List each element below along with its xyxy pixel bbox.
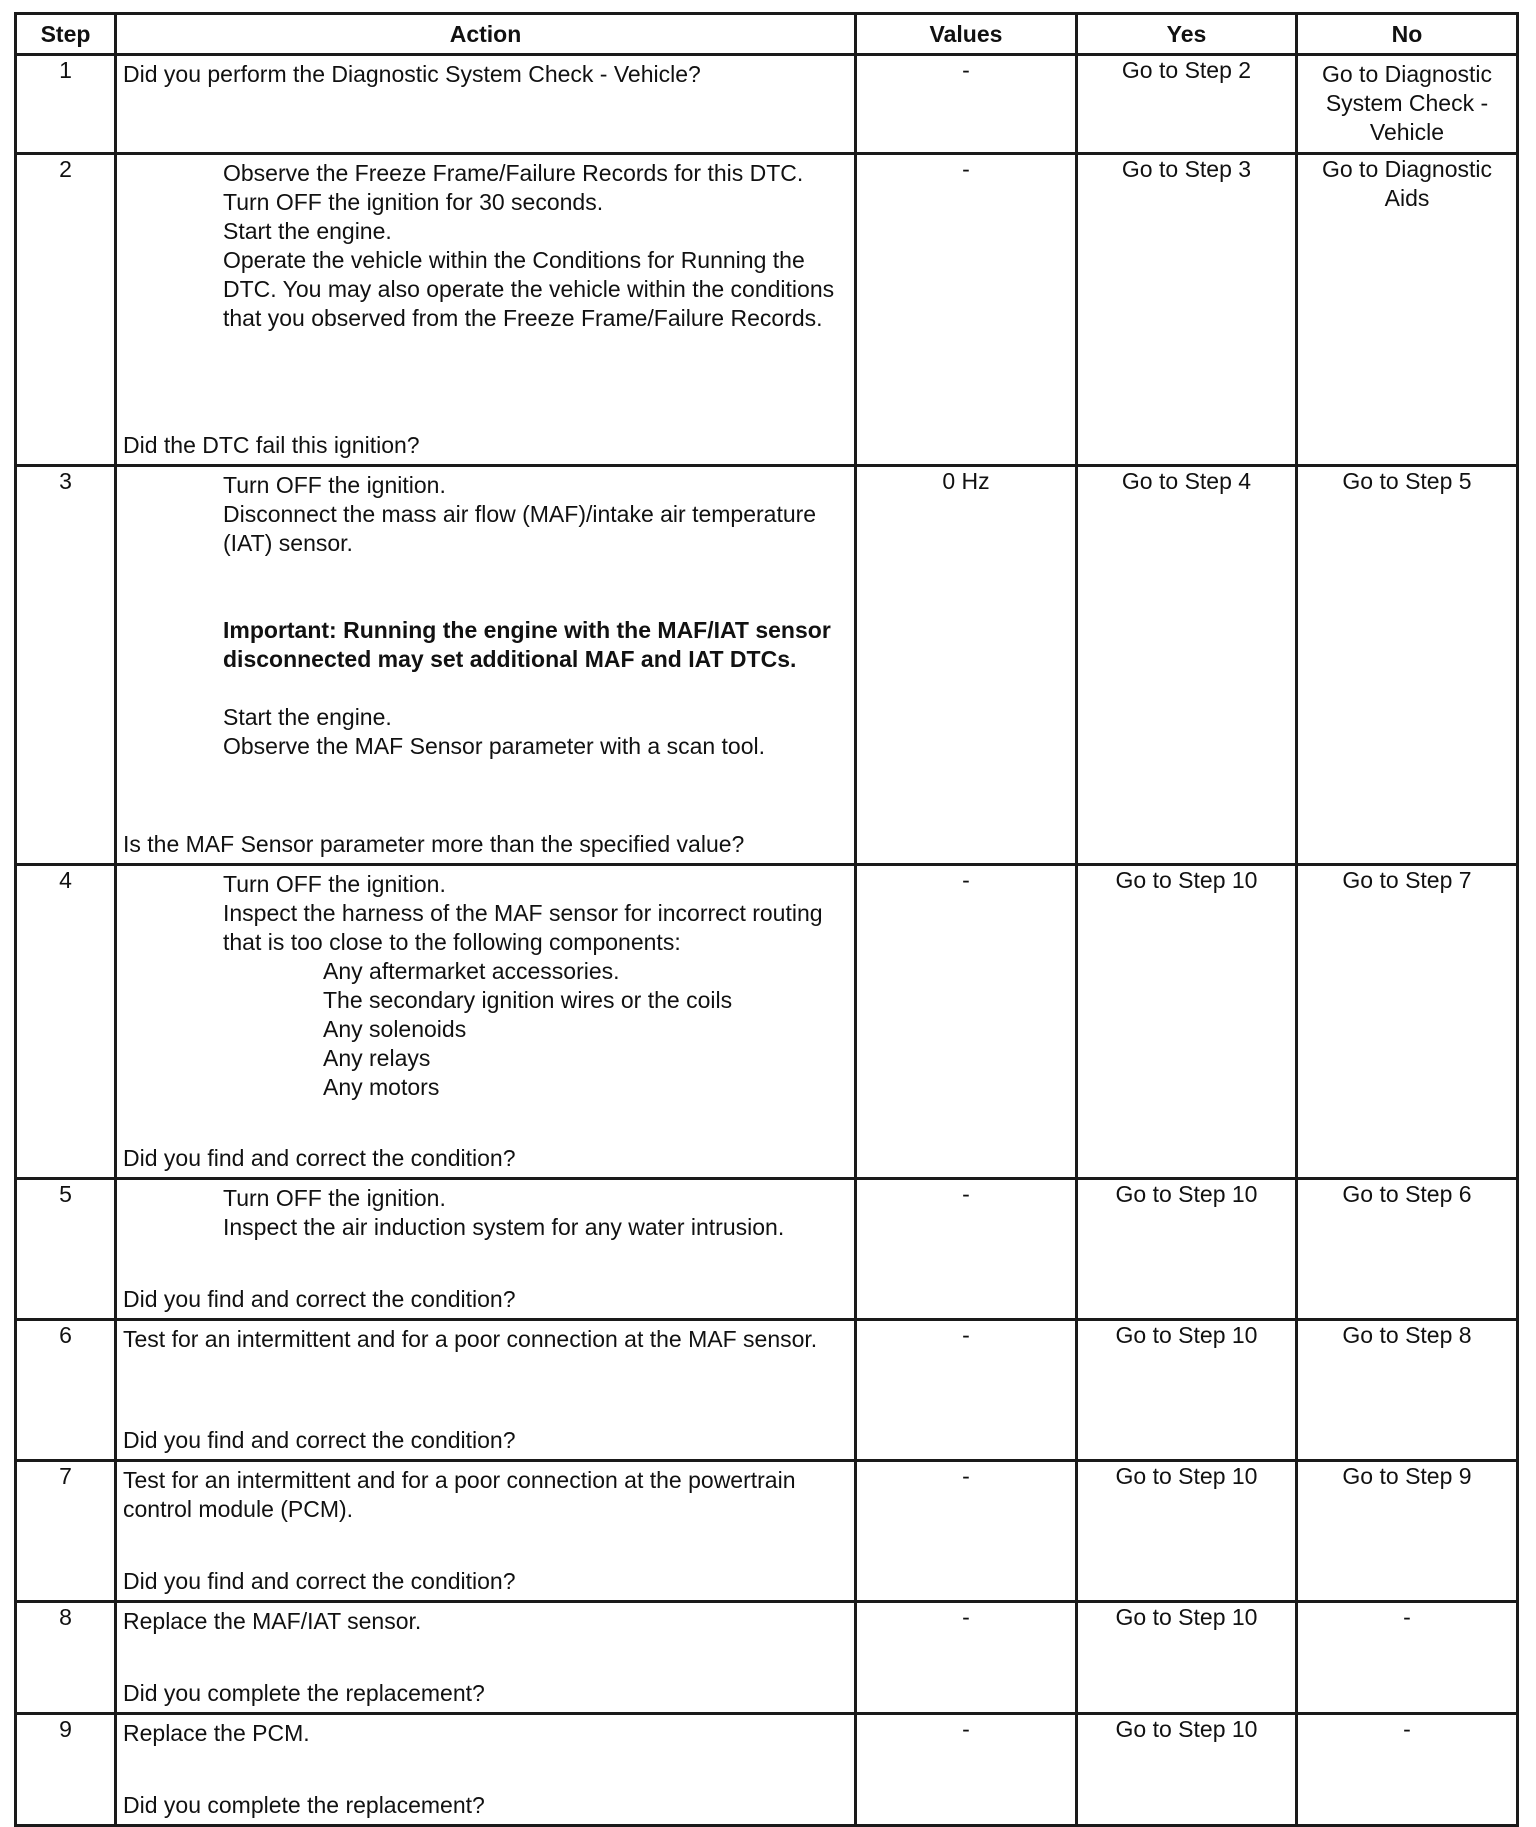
values-cell: -	[856, 1320, 1077, 1461]
yes-cell	[1077, 154, 1297, 466]
no-result: Go to Step 9	[1342, 1463, 1472, 1489]
yes-cell	[1077, 1714, 1297, 1826]
action-line: Start the engine.	[223, 218, 392, 244]
table-row	[16, 1179, 1518, 1320]
action-question: Did the DTC fail this ignition?	[123, 432, 420, 458]
yes-cell	[1077, 1179, 1297, 1320]
yes-cell	[1077, 1602, 1297, 1714]
values-cell: -	[856, 865, 1077, 1179]
action-question: Did you find and correct the condition?	[123, 1427, 516, 1453]
action-cell	[116, 1179, 856, 1320]
values-cell: -	[856, 55, 1077, 154]
action-question: Did you complete the replacement?	[123, 1680, 485, 1706]
yes-cell	[1077, 1320, 1297, 1461]
action-cell	[116, 1602, 856, 1714]
action-question: Did you perform the Diagnostic System Check - Vehicle?	[123, 61, 701, 87]
values-cell: -	[856, 1602, 1077, 1714]
values-cell: -	[856, 1714, 1077, 1826]
step-number: 7	[16, 1461, 116, 1602]
yes-cell	[1077, 1461, 1297, 1602]
action-line: Turn OFF the ignition.	[223, 1185, 446, 1211]
action-question: Did you find and correct the condition?	[123, 1145, 516, 1171]
action-subline: Any solenoids	[323, 1016, 467, 1042]
table-row	[16, 55, 1518, 154]
no-result: Go to Step 7	[1342, 867, 1472, 893]
values-cell: -	[856, 1179, 1077, 1320]
action-line: Inspect the air induction system for any water intrusion.	[223, 1214, 785, 1240]
action-question: Is the MAF Sensor parameter more than the specified value?	[123, 831, 745, 857]
no-result: Go to Diagnostic Aids	[1321, 156, 1493, 211]
yes-cell	[1077, 865, 1297, 1179]
action-subline: Any aftermarket accessories.	[323, 958, 620, 984]
table-row	[16, 1320, 1518, 1461]
step-number: 1	[16, 55, 116, 154]
no-cell	[1297, 1179, 1518, 1320]
action-subline: The secondary ignition wires or the coils	[323, 987, 733, 1013]
table-row	[16, 466, 1518, 865]
header-values: Values	[856, 14, 1077, 55]
step-number: 5	[16, 1179, 116, 1320]
no-result: Go to Diagnostic System Check - Vehicle	[1321, 61, 1493, 145]
header-yes: Yes	[1077, 14, 1297, 55]
action-subline: Any relays	[323, 1045, 431, 1071]
important-note: Important: Running the engine with the MAF/IAT sensor disconnected may set additional MAF and IAT DTCs.	[223, 617, 831, 672]
yes-result: Go to Step 10	[1115, 1181, 1258, 1207]
action-line: Observe the MAF Sensor parameter with a scan tool.	[223, 733, 766, 759]
table-header-row	[16, 14, 1518, 55]
values-cell: -	[856, 1461, 1077, 1602]
action-cell	[116, 154, 856, 466]
action-line: Operate the vehicle within the Conditions for Running the DTC. You may also operate the vehicle within the conditions that you observed from the Freeze Frame/Failure Records.	[223, 247, 835, 331]
action-line: Disconnect the mass air flow (MAF)/intake air temperature (IAT) sensor.	[223, 501, 817, 556]
action-question: Did you complete the replacement?	[123, 1792, 485, 1818]
action-line: Turn OFF the ignition for 30 seconds.	[223, 189, 604, 215]
values-cell: -	[856, 154, 1077, 466]
action-text: Replace the PCM.	[123, 1720, 310, 1746]
action-cell	[116, 1461, 856, 1602]
step-number: 3	[16, 466, 116, 865]
table-row	[16, 865, 1518, 1179]
step-number: 8	[16, 1602, 116, 1714]
action-cell	[116, 55, 856, 154]
yes-result: Go to Step 10	[1115, 1463, 1258, 1489]
action-text: Test for an intermittent and for a poor connection at the MAF sensor.	[123, 1326, 818, 1352]
action-text: Replace the MAF/IAT sensor.	[123, 1608, 422, 1634]
header-no: No	[1297, 14, 1518, 55]
action-line: Observe the Freeze Frame/Failure Records for this DTC.	[223, 160, 804, 186]
table-row	[16, 1602, 1518, 1714]
yes-cell	[1077, 55, 1297, 154]
values-cell: 0 Hz	[856, 466, 1077, 865]
no-cell	[1297, 154, 1518, 466]
action-line: Inspect the harness of the MAF sensor for incorrect routing that is too close to the following components:	[223, 900, 823, 955]
action-cell	[116, 1714, 856, 1826]
no-result: -	[1403, 1716, 1411, 1742]
action-line: Turn OFF the ignition.	[223, 871, 446, 897]
action-question: Did you find and correct the condition?	[123, 1568, 516, 1594]
no-cell	[1297, 1602, 1518, 1714]
step-number: 6	[16, 1320, 116, 1461]
table-row	[16, 1461, 1518, 1602]
no-cell	[1297, 1714, 1518, 1826]
no-cell	[1297, 1461, 1518, 1602]
no-cell	[1297, 466, 1518, 865]
yes-result: Go to Step 4	[1121, 468, 1252, 494]
no-cell	[1297, 865, 1518, 1179]
yes-result: Go to Step 2	[1121, 57, 1252, 83]
header-action: Action	[116, 14, 856, 55]
yes-result: Go to Step 3	[1121, 156, 1252, 182]
yes-result: Go to Step 10	[1115, 1604, 1258, 1630]
no-result: Go to Step 8	[1342, 1322, 1472, 1348]
header-step: Step	[16, 14, 116, 55]
step-number: 4	[16, 865, 116, 1179]
diagnostic-table	[14, 12, 1519, 1827]
no-cell	[1297, 1320, 1518, 1461]
no-cell	[1297, 55, 1518, 154]
table-row	[16, 154, 1518, 466]
yes-result: Go to Step 10	[1115, 1716, 1258, 1742]
action-question: Did you find and correct the condition?	[123, 1286, 516, 1312]
action-text: Test for an intermittent and for a poor connection at the powertrain control module (PCM).	[123, 1467, 796, 1522]
no-result: Go to Step 6	[1342, 1181, 1472, 1207]
no-result: Go to Step 5	[1342, 468, 1472, 494]
yes-result: Go to Step 10	[1115, 867, 1258, 893]
table-row	[16, 1714, 1518, 1826]
no-result: -	[1403, 1604, 1411, 1630]
step-number: 2	[16, 154, 116, 466]
action-cell	[116, 1320, 856, 1461]
action-cell	[116, 466, 856, 865]
action-line: Start the engine.	[223, 704, 392, 730]
action-cell	[116, 865, 856, 1179]
yes-cell	[1077, 466, 1297, 865]
yes-result: Go to Step 10	[1115, 1322, 1258, 1348]
step-number: 9	[16, 1714, 116, 1826]
action-subline: Any motors	[323, 1074, 440, 1100]
action-line: Turn OFF the ignition.	[223, 472, 446, 498]
